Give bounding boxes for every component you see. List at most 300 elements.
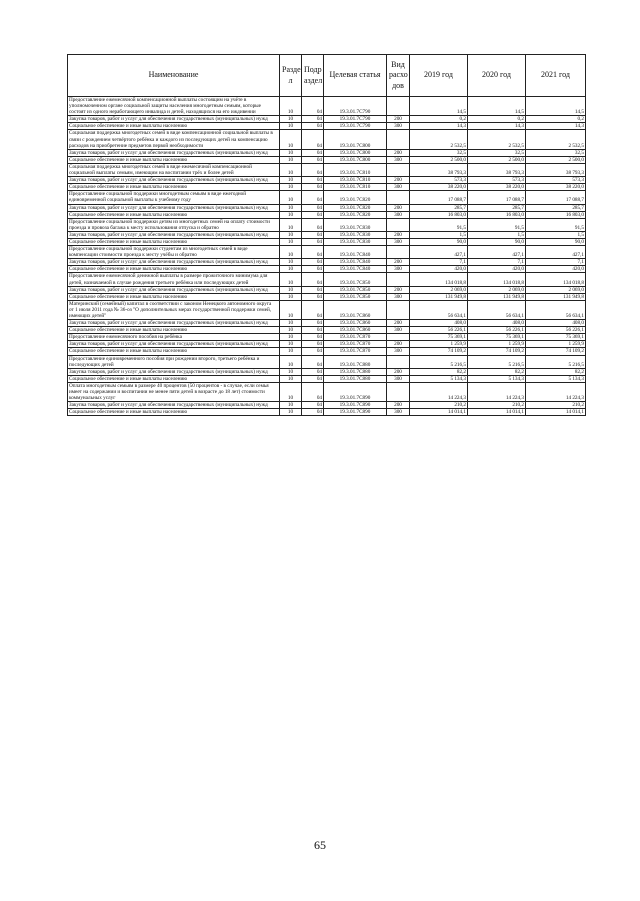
cell-2019: 14,5 <box>410 97 468 116</box>
cell-2020: 38 220,0 <box>468 184 526 191</box>
cell-2021: 7,1 <box>526 259 586 266</box>
cell-expense-type <box>387 273 410 286</box>
cell-target-article: 19.3.01.7С860 <box>324 320 387 327</box>
cell-2021: 134 018,8 <box>526 273 586 286</box>
table-header-row <box>68 55 586 97</box>
cell-2020: 91,5 <box>468 218 526 231</box>
cell-expense-type <box>387 97 410 116</box>
cell-podrazdel: 04 <box>302 402 324 409</box>
cell-podrazdel: 04 <box>302 341 324 348</box>
cell-2021: 32,5 <box>526 149 586 156</box>
cell-razdel: 10 <box>280 204 302 211</box>
cell-podrazdel: 04 <box>302 204 324 211</box>
cell-name: Предоставление ежемесячной денежной выплаты в размере прожиточного минимума для детей, назначаемой в случае рождения третьего ребёнка или последующих детей <box>68 273 280 286</box>
table-row <box>68 130 586 149</box>
header-expense-type: Вид расхо дов <box>387 55 410 97</box>
header-2019: 2019 год <box>410 55 468 97</box>
table-row <box>68 334 586 341</box>
cell-expense-type <box>387 300 410 319</box>
cell-2019: 16 803,0 <box>410 211 468 218</box>
cell-expense-type: 200 <box>387 259 410 266</box>
cell-2020: 90,0 <box>468 238 526 245</box>
cell-podrazdel: 04 <box>302 123 324 130</box>
cell-name: Закупка товаров, работ и услуг для обеспечения государственных (муниципальных) нужд <box>68 402 280 409</box>
cell-razdel: 10 <box>280 191 302 204</box>
cell-expense-type <box>387 130 410 149</box>
cell-razdel: 10 <box>280 211 302 218</box>
table-row <box>68 246 586 259</box>
cell-expense-type: 200 <box>387 231 410 238</box>
cell-2019: 420,0 <box>410 266 468 273</box>
cell-expense-type: 200 <box>387 402 410 409</box>
cell-expense-type: 300 <box>387 123 410 130</box>
cell-name: Социальное обеспечение и иные выплаты населению <box>68 238 280 245</box>
cell-2021: 14 014,1 <box>526 409 586 416</box>
cell-podrazdel: 04 <box>302 409 324 416</box>
cell-name: Закупка товаров, работ и услуг для обеспечения государственных (муниципальных) нужд <box>68 231 280 238</box>
cell-2019: 38 220,0 <box>410 184 468 191</box>
cell-podrazdel: 04 <box>302 273 324 286</box>
cell-expense-type <box>387 163 410 176</box>
cell-2019: 14 224,3 <box>410 382 468 401</box>
cell-2021: 14,5 <box>526 97 586 116</box>
cell-2019: 210,2 <box>410 402 468 409</box>
cell-2020: 32,5 <box>468 149 526 156</box>
cell-name: Закупка товаров, работ и услуг для обеспечения государственных (муниципальных) нужд <box>68 259 280 266</box>
cell-razdel: 10 <box>280 409 302 416</box>
cell-razdel: 10 <box>280 246 302 259</box>
cell-2020: 2 500,0 <box>468 156 526 163</box>
table-row <box>68 348 586 355</box>
cell-target-article: 19.3.01.7С840 <box>324 246 387 259</box>
cell-target-article: 19.3.01.7С810 <box>324 184 387 191</box>
cell-2019: 90,0 <box>410 238 468 245</box>
table-row <box>68 368 586 375</box>
cell-2020: 16 803,0 <box>468 211 526 218</box>
cell-target-article: 19.3.01.7С790 <box>324 123 387 130</box>
cell-name: Социальное обеспечение и иные выплаты населению <box>68 409 280 416</box>
cell-target-article: 19.3.01.7С820 <box>324 191 387 204</box>
header-name: Наименование <box>68 55 280 97</box>
cell-name: Социальное обеспечение и иные выплаты населению <box>68 266 280 273</box>
cell-target-article: 19.3.01.7С820 <box>324 204 387 211</box>
cell-2019: 1,5 <box>410 231 468 238</box>
cell-2019: 74 109,2 <box>410 348 468 355</box>
cell-expense-type <box>387 191 410 204</box>
cell-podrazdel: 04 <box>302 156 324 163</box>
cell-2020: 82,2 <box>468 368 526 375</box>
cell-2019: 75 369,1 <box>410 334 468 341</box>
cell-razdel: 10 <box>280 375 302 382</box>
cell-2019: 1 259,9 <box>410 341 468 348</box>
cell-expense-type: 200 <box>387 286 410 293</box>
cell-name: Социальное обеспечение и иные выплаты населению <box>68 156 280 163</box>
cell-2021: 82,2 <box>526 368 586 375</box>
cell-2020: 2 069,0 <box>468 286 526 293</box>
cell-2021: 573,3 <box>526 177 586 184</box>
cell-razdel: 10 <box>280 156 302 163</box>
table-row <box>68 293 586 300</box>
cell-target-article: 19.3.01.7С890 <box>324 402 387 409</box>
cell-name: Предоставление социальной поддержки детям из многодетных семей на оплату стоимости проезда и провоза багажа к месту использования отпуска и обратно <box>68 218 280 231</box>
cell-name: Закупка товаров, работ и услуг для обеспечения государственных (муниципальных) нужд <box>68 149 280 156</box>
cell-2021: 38 220,0 <box>526 184 586 191</box>
cell-2021: 2 500,0 <box>526 156 586 163</box>
cell-name: Закупка товаров, работ и услуг для обеспечения государственных (муниципальных) нужд <box>68 116 280 123</box>
cell-razdel: 10 <box>280 266 302 273</box>
cell-2019: 17 088,7 <box>410 191 468 204</box>
cell-razdel: 10 <box>280 348 302 355</box>
cell-expense-type <box>387 355 410 368</box>
cell-2021: 14,3 <box>526 123 586 130</box>
cell-2021: 131 949,8 <box>526 293 586 300</box>
cell-2020: 14,3 <box>468 123 526 130</box>
cell-razdel: 10 <box>280 368 302 375</box>
cell-podrazdel: 04 <box>302 246 324 259</box>
table-row <box>68 355 586 368</box>
cell-razdel: 10 <box>280 273 302 286</box>
cell-2019: 91,5 <box>410 218 468 231</box>
table-row <box>68 204 586 211</box>
cell-2020: 2 532,5 <box>468 130 526 149</box>
cell-podrazdel: 04 <box>302 375 324 382</box>
cell-target-article: 19.3.01.7С800 <box>324 156 387 163</box>
cell-target-article: 19.3.01.7С790 <box>324 116 387 123</box>
table-row <box>68 341 586 348</box>
cell-expense-type: 300 <box>387 375 410 382</box>
cell-2021: 16 803,0 <box>526 211 586 218</box>
cell-2020: 408,0 <box>468 320 526 327</box>
cell-podrazdel: 04 <box>302 286 324 293</box>
cell-2020: 131 949,8 <box>468 293 526 300</box>
cell-2020: 134 018,8 <box>468 273 526 286</box>
cell-2020: 38 793,3 <box>468 163 526 176</box>
cell-razdel: 10 <box>280 116 302 123</box>
cell-expense-type: 200 <box>387 320 410 327</box>
cell-name: Социальное обеспечение и иные выплаты населению <box>68 184 280 191</box>
table-row <box>68 402 586 409</box>
cell-podrazdel: 04 <box>302 238 324 245</box>
cell-razdel: 10 <box>280 334 302 341</box>
cell-2021: 408,0 <box>526 320 586 327</box>
cell-podrazdel: 04 <box>302 177 324 184</box>
table-row <box>68 163 586 176</box>
cell-name: Предоставление социальной поддержки студентам из многодетных семей в виде компенсации стоимости проезда к месту учёбы и обратно <box>68 246 280 259</box>
cell-name: Социальная поддержка многодетных семей в виде ежемесячной компенсационной социальной выплаты семьям, имеющим на воспитании трёх и более детей <box>68 163 280 176</box>
cell-razdel: 10 <box>280 184 302 191</box>
cell-expense-type <box>387 334 410 341</box>
cell-podrazdel: 04 <box>302 191 324 204</box>
cell-2020: 56 634,1 <box>468 300 526 319</box>
cell-expense-type: 200 <box>387 204 410 211</box>
cell-2019: 38 793,3 <box>410 163 468 176</box>
header-razdel: Разде л <box>280 55 302 97</box>
cell-2020: 210,2 <box>468 402 526 409</box>
cell-2021: 2 532,5 <box>526 130 586 149</box>
cell-2021: 90,0 <box>526 238 586 245</box>
cell-2020: 75 369,1 <box>468 334 526 341</box>
cell-expense-type: 200 <box>387 149 410 156</box>
cell-podrazdel: 04 <box>302 116 324 123</box>
cell-podrazdel: 04 <box>302 163 324 176</box>
cell-expense-type: 200 <box>387 116 410 123</box>
cell-expense-type: 300 <box>387 266 410 273</box>
cell-2021: 74 109,2 <box>526 348 586 355</box>
cell-2021: 2 069,0 <box>526 286 586 293</box>
table-row <box>68 320 586 327</box>
cell-2020: 5 216,5 <box>468 355 526 368</box>
cell-name: Социальная поддержка многодетных семей в виде компенсационной социальной выплаты в связи с рождением четвёртого ребёнка и каждого из последующих детей на компенсацию расходов на приобретение предметов первой необходимости <box>68 130 280 149</box>
cell-razdel: 10 <box>280 382 302 401</box>
cell-2019: 0,2 <box>410 116 468 123</box>
cell-expense-type: 200 <box>387 177 410 184</box>
cell-razdel: 10 <box>280 293 302 300</box>
cell-2021: 14 224,3 <box>526 382 586 401</box>
cell-name: Социальное обеспечение и иные выплаты населению <box>68 327 280 334</box>
table-body <box>68 97 586 416</box>
cell-2020: 285,7 <box>468 204 526 211</box>
cell-2019: 2 500,0 <box>410 156 468 163</box>
cell-expense-type: 300 <box>387 327 410 334</box>
cell-2020: 573,3 <box>468 177 526 184</box>
cell-name: Закупка товаров, работ и услуг для обеспечения государственных (муниципальных) нужд <box>68 341 280 348</box>
cell-name: Предоставление социальной поддержки многодетным семьям в виде ежегодной единовременной социальной выплаты к учебному году <box>68 191 280 204</box>
cell-name: Закупка товаров, работ и услуг для обеспечения государственных (муниципальных) нужд <box>68 286 280 293</box>
cell-podrazdel: 04 <box>302 300 324 319</box>
cell-podrazdel: 04 <box>302 184 324 191</box>
cell-2019: 427,1 <box>410 246 468 259</box>
cell-expense-type: 300 <box>387 293 410 300</box>
page-number: 65 <box>314 838 326 852</box>
cell-target-article: 19.3.01.7С820 <box>324 211 387 218</box>
cell-target-article: 19.3.01.7С850 <box>324 293 387 300</box>
cell-2019: 2 069,0 <box>410 286 468 293</box>
header-2020: 2020 год <box>468 55 526 97</box>
table-row <box>68 97 586 116</box>
cell-name: Материнский (семейный) капитал в соответствии с законом Ненецкого автономного округа от 1 июля 2011 года № 36-оз "О дополнительных мерах государственной поддержки семей, имеющих детей" <box>68 300 280 319</box>
cell-target-article: 19.3.01.7С880 <box>324 355 387 368</box>
cell-2021: 427,1 <box>526 246 586 259</box>
cell-target-article: 19.3.01.7С840 <box>324 259 387 266</box>
cell-podrazdel: 04 <box>302 211 324 218</box>
cell-expense-type <box>387 382 410 401</box>
cell-target-article: 19.3.01.7С800 <box>324 130 387 149</box>
cell-razdel: 10 <box>280 238 302 245</box>
budget-table <box>67 54 586 416</box>
cell-expense-type: 300 <box>387 156 410 163</box>
table-row <box>68 300 586 319</box>
cell-podrazdel: 04 <box>302 97 324 116</box>
cell-name: Предоставление единовременного пособия при рождении второго, третьего ребёнка и последующих детей <box>68 355 280 368</box>
cell-2019: 134 018,8 <box>410 273 468 286</box>
cell-2020: 56 226,1 <box>468 327 526 334</box>
table-row <box>68 382 586 401</box>
cell-2019: 32,5 <box>410 149 468 156</box>
cell-name: Социальное обеспечение и иные выплаты населению <box>68 211 280 218</box>
cell-name: Закупка товаров, работ и услуг для обеспечения государственных (муниципальных) нужд <box>68 368 280 375</box>
cell-target-article: 19.3.01.7С890 <box>324 382 387 401</box>
cell-name: Закупка товаров, работ и услуг для обеспечения государственных (муниципальных) нужд <box>68 320 280 327</box>
cell-2021: 5 134,3 <box>526 375 586 382</box>
table-row <box>68 184 586 191</box>
cell-2019: 131 949,8 <box>410 293 468 300</box>
table-row <box>68 177 586 184</box>
cell-podrazdel: 04 <box>302 293 324 300</box>
cell-podrazdel: 04 <box>302 130 324 149</box>
cell-name: Социальное обеспечение и иные выплаты населению <box>68 123 280 130</box>
table-row <box>68 259 586 266</box>
cell-2020: 17 088,7 <box>468 191 526 204</box>
header-target-article: Целевая статья <box>324 55 387 97</box>
cell-podrazdel: 04 <box>302 327 324 334</box>
cell-2021: 5 216,5 <box>526 355 586 368</box>
cell-podrazdel: 04 <box>302 334 324 341</box>
cell-podrazdel: 04 <box>302 382 324 401</box>
cell-razdel: 10 <box>280 341 302 348</box>
cell-2021: 56 226,1 <box>526 327 586 334</box>
cell-expense-type: 300 <box>387 238 410 245</box>
cell-name: Социальное обеспечение и иные выплаты населению <box>68 375 280 382</box>
table-row <box>68 375 586 382</box>
cell-target-article: 19.3.01.7С880 <box>324 375 387 382</box>
cell-2020: 1,5 <box>468 231 526 238</box>
cell-razdel: 10 <box>280 177 302 184</box>
cell-razdel: 10 <box>280 149 302 156</box>
cell-razdel: 10 <box>280 97 302 116</box>
cell-2021: 0,2 <box>526 116 586 123</box>
cell-target-article: 19.3.01.7С870 <box>324 348 387 355</box>
cell-target-article: 19.3.01.7С870 <box>324 341 387 348</box>
cell-2021: 75 369,1 <box>526 334 586 341</box>
cell-expense-type: 200 <box>387 341 410 348</box>
cell-expense-type: 200 <box>387 368 410 375</box>
cell-2020: 14,5 <box>468 97 526 116</box>
cell-target-article: 19.3.01.7С830 <box>324 218 387 231</box>
cell-razdel: 10 <box>280 218 302 231</box>
table-row <box>68 191 586 204</box>
table-row <box>68 211 586 218</box>
table-row <box>68 409 586 416</box>
cell-2021: 17 088,7 <box>526 191 586 204</box>
cell-name: Предоставление ежемесячной компенсационной выплаты состоящим на учёте в уполномоченном органе социальной защиты населения многодетным семьям, которые состоят из одного неработающего инвалида и детей, находящихся на его иждивении <box>68 97 280 116</box>
cell-expense-type: 300 <box>387 211 410 218</box>
cell-2021: 1 259,9 <box>526 341 586 348</box>
cell-podrazdel: 04 <box>302 355 324 368</box>
cell-2021: 420,0 <box>526 266 586 273</box>
cell-razdel: 10 <box>280 130 302 149</box>
cell-name: Закупка товаров, работ и услуг для обеспечения государственных (муниципальных) нужд <box>68 204 280 211</box>
table-row <box>68 231 586 238</box>
cell-name: Предоставление ежемесячного пособия на ребёнка <box>68 334 280 341</box>
cell-expense-type: 300 <box>387 348 410 355</box>
cell-target-article: 19.3.01.7С810 <box>324 163 387 176</box>
cell-2021: 91,5 <box>526 218 586 231</box>
header-podrazdel: Подр аздел <box>302 55 324 97</box>
cell-razdel: 10 <box>280 163 302 176</box>
header-2021: 2021 год <box>526 55 586 97</box>
cell-2021: 1,5 <box>526 231 586 238</box>
cell-target-article: 19.3.01.7С830 <box>324 238 387 245</box>
cell-2021: 285,7 <box>526 204 586 211</box>
cell-2019: 14,3 <box>410 123 468 130</box>
cell-2019: 285,7 <box>410 204 468 211</box>
cell-2021: 38 793,3 <box>526 163 586 176</box>
cell-razdel: 10 <box>280 327 302 334</box>
cell-target-article: 19.3.01.7С850 <box>324 273 387 286</box>
cell-2021: 56 634,1 <box>526 300 586 319</box>
cell-2020: 427,1 <box>468 246 526 259</box>
cell-podrazdel: 04 <box>302 259 324 266</box>
cell-podrazdel: 04 <box>302 368 324 375</box>
cell-target-article: 19.3.01.7С860 <box>324 327 387 334</box>
cell-2019: 5 216,5 <box>410 355 468 368</box>
cell-razdel: 10 <box>280 123 302 130</box>
cell-expense-type: 300 <box>387 184 410 191</box>
table-row <box>68 149 586 156</box>
cell-2021: 210,2 <box>526 402 586 409</box>
cell-name: Социальное обеспечение и иные выплаты населению <box>68 348 280 355</box>
table-row <box>68 238 586 245</box>
cell-expense-type <box>387 218 410 231</box>
cell-razdel: 10 <box>280 300 302 319</box>
cell-razdel: 10 <box>280 355 302 368</box>
cell-2019: 2 532,5 <box>410 130 468 149</box>
cell-2019: 56 226,1 <box>410 327 468 334</box>
cell-target-article: 19.3.01.7С840 <box>324 266 387 273</box>
cell-2019: 7,1 <box>410 259 468 266</box>
cell-2019: 573,3 <box>410 177 468 184</box>
cell-podrazdel: 04 <box>302 218 324 231</box>
cell-podrazdel: 04 <box>302 348 324 355</box>
table-row <box>68 116 586 123</box>
cell-2020: 420,0 <box>468 266 526 273</box>
cell-target-article: 19.3.01.7С810 <box>324 177 387 184</box>
cell-name: Оплата многодетным семьям в размере 40 процентов (50 процентов - в случае, если семья имеет на содержании и воспитании не менее пяти детей в возрасте до 18 лет) стоимости коммунальных услуг <box>68 382 280 401</box>
cell-2019: 5 134,3 <box>410 375 468 382</box>
table-row <box>68 123 586 130</box>
cell-target-article: 19.3.01.7С880 <box>324 368 387 375</box>
cell-target-article: 19.3.01.7С870 <box>324 334 387 341</box>
cell-2019: 56 634,1 <box>410 300 468 319</box>
cell-2020: 7,1 <box>468 259 526 266</box>
cell-podrazdel: 04 <box>302 149 324 156</box>
cell-razdel: 10 <box>280 286 302 293</box>
cell-target-article: 19.3.01.7С800 <box>324 149 387 156</box>
table-row <box>68 218 586 231</box>
cell-name: Закупка товаров, работ и услуг для обеспечения государственных (муниципальных) нужд <box>68 177 280 184</box>
table-row <box>68 266 586 273</box>
table-row <box>68 273 586 286</box>
cell-2019: 408,0 <box>410 320 468 327</box>
cell-2019: 14 014,1 <box>410 409 468 416</box>
table-row <box>68 286 586 293</box>
cell-podrazdel: 04 <box>302 320 324 327</box>
table-row <box>68 327 586 334</box>
cell-2020: 14 224,3 <box>468 382 526 401</box>
cell-razdel: 10 <box>280 231 302 238</box>
cell-razdel: 10 <box>280 402 302 409</box>
cell-2020: 14 014,1 <box>468 409 526 416</box>
cell-2020: 5 134,3 <box>468 375 526 382</box>
cell-target-article: 19.3.01.7С790 <box>324 97 387 116</box>
cell-razdel: 10 <box>280 259 302 266</box>
cell-2020: 0,2 <box>468 116 526 123</box>
cell-razdel: 10 <box>280 320 302 327</box>
cell-podrazdel: 04 <box>302 266 324 273</box>
cell-target-article: 19.3.01.7С860 <box>324 300 387 319</box>
cell-target-article: 19.3.01.7С890 <box>324 409 387 416</box>
cell-target-article: 19.3.01.7С830 <box>324 231 387 238</box>
